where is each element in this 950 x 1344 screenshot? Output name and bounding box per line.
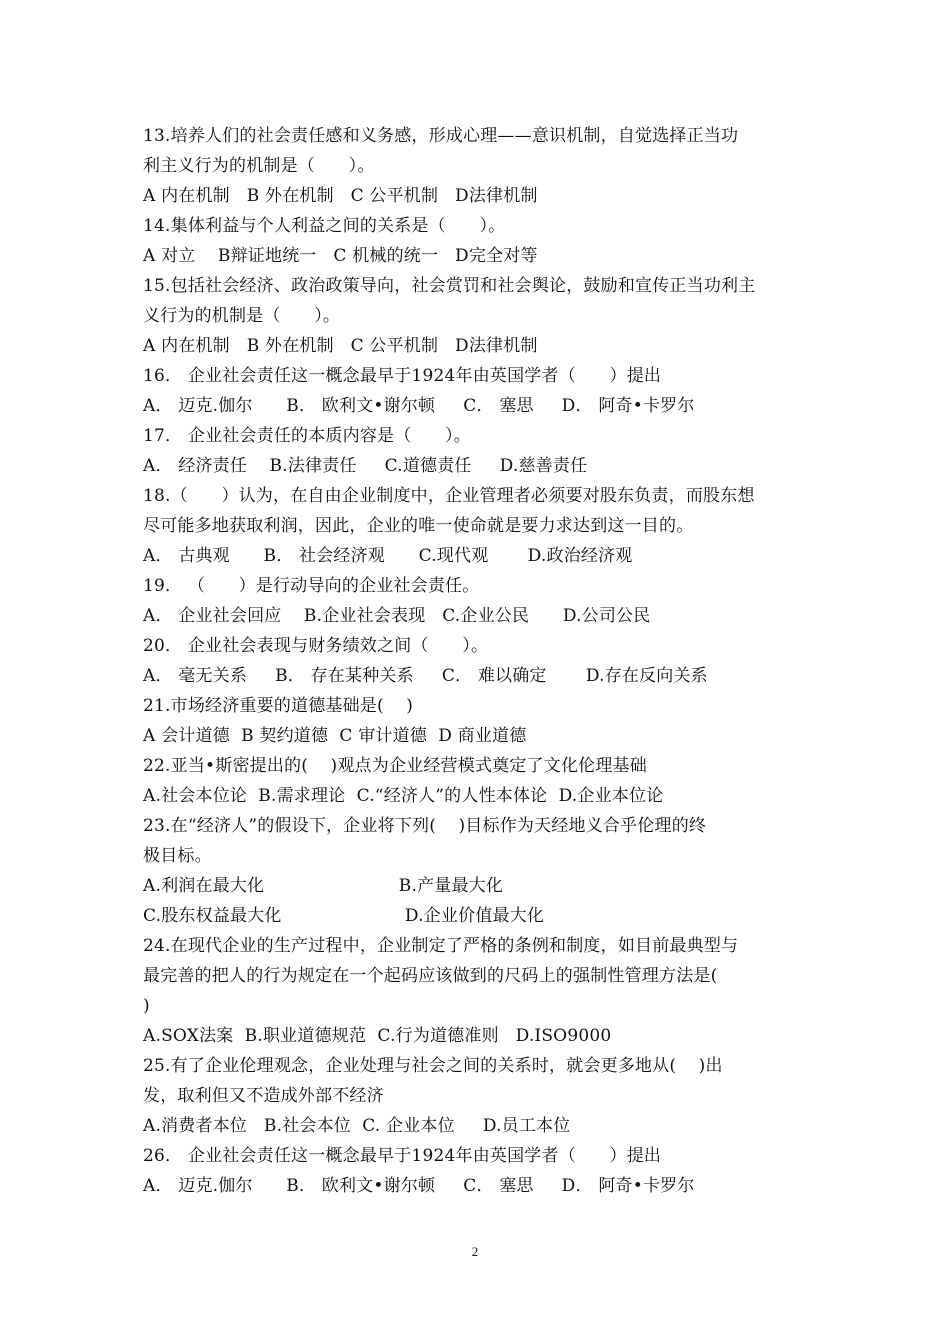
question-24-line-1: 24.在现代企业的生产过程中，企业制定了严格的条例和制度，如目前最典型与 bbox=[143, 936, 739, 956]
question-26-options: A． 迈克.伽尔 B． 欧利文•谢尔顿 C． 塞思 D． 阿奇•卡罗尔 bbox=[143, 1176, 695, 1196]
question-16: 16． 企业社会责任这一概念最早于1924年由英国学者（ ）提出 bbox=[143, 366, 662, 386]
question-15-line-1: 15.包括社会经济、政治政策导向，社会赏罚和社会舆论，鼓励和宣传正当功利主 bbox=[143, 276, 756, 296]
question-13-options: A 内在机制 B 外在机制 C 公平机制 D法律机制 bbox=[143, 186, 538, 206]
question-14: 14.集体利益与个人利益之间的关系是（ ）。 bbox=[143, 216, 506, 236]
question-19: 19． （ ）是行动导向的企业社会责任。 bbox=[143, 576, 480, 596]
question-24-line-3: ) bbox=[143, 996, 150, 1016]
page-number: 2 bbox=[471, 1244, 479, 1259]
question-13-line-2: 利主义行为的机制是（ ）。 bbox=[143, 156, 375, 176]
question-17: 17． 企业社会责任的本质内容是（ ）。 bbox=[143, 426, 471, 446]
question-18-line-2: 尽可能多地获取利润，因此，企业的唯一使命就是要力求达到这一目的。 bbox=[143, 516, 694, 536]
question-16-options: A． 迈克.伽尔 B． 欧利文•谢尔顿 C． 塞思 D． 阿奇•卡罗尔 bbox=[143, 396, 695, 416]
question-14-options: A 对立 B辩证地统一 C 机械的统一 D完全对等 bbox=[143, 246, 538, 266]
question-25-line-2: 发，取利但又不造成外部不经济 bbox=[143, 1086, 384, 1106]
question-20-options: A． 毫无关系 B． 存在某种关系 C． 难以确定 D.存在反向关系 bbox=[143, 666, 708, 686]
question-24-options: A.SOX法案 B.职业道德规范 C.行为道德准则 D.ISO9000 bbox=[143, 1026, 612, 1046]
question-25-options: A.消费者本位 B.社会本位 C. 企业本位 D.员工本位 bbox=[143, 1116, 571, 1136]
question-15-options: A 内在机制 B 外在机制 C 公平机制 D法律机制 bbox=[143, 336, 538, 356]
question-13-line-1: 13.培养人们的社会责任感和义务感，形成心理——意识机制，自觉选择正当功 bbox=[143, 126, 739, 146]
question-23-options-1: A.利润在最大化 B.产量最大化 bbox=[143, 876, 504, 896]
question-17-options: A． 经济责任 B.法律责任 C.道德责任 D.慈善责任 bbox=[143, 456, 588, 476]
document-body bbox=[143, 121, 813, 1201]
question-22-options: A.社会本位论 B.需求理论 C.“经济人”的人性本体论 D.企业本位论 bbox=[143, 786, 664, 806]
question-23-options-2: C.股东权益最大化 D.企业价值最大化 bbox=[143, 906, 545, 926]
question-20: 20． 企业社会表现与财务绩效之间（ ）。 bbox=[143, 636, 489, 656]
question-24-line-2: 最完善的把人的行为规定在一个起码应该做到的尺码上的强制性管理方法是( bbox=[143, 966, 718, 986]
question-19-options: A． 企业社会回应 B.企业社会表现 C.企业公民 D.公司公民 bbox=[143, 606, 651, 626]
question-21: 21.市场经济重要的道德基础是( ) bbox=[143, 696, 414, 716]
question-22: 22.亚当•斯密提出的( )观点为企业经营模式奠定了文化伦理基础 bbox=[143, 756, 647, 776]
question-23-line-2: 极目标。 bbox=[143, 846, 212, 866]
question-23-line-1: 23.在“经济人”的假设下，企业将下列( )目标作为天经地义合乎伦理的终 bbox=[143, 816, 707, 836]
question-18-options: A． 古典观 B． 社会经济观 C.现代观 D.政治经济观 bbox=[143, 546, 633, 566]
question-25-line-1: 25.有了企业伦理观念，企业处理与社会之间的关系时，就会更多地从( )出 bbox=[143, 1056, 723, 1076]
question-15-line-2: 义行为的机制是（ ）。 bbox=[143, 306, 341, 326]
question-18-line-1: 18.（ ）认为，在自由企业制度中，企业管理者必须要对股东负责，而股东想 bbox=[143, 486, 755, 506]
question-21-options: A 会计道德 B 契约道德 C 审计道德 D 商业道德 bbox=[143, 726, 527, 746]
question-26: 26． 企业社会责任这一概念最早于1924年由英国学者（ ）提出 bbox=[143, 1146, 662, 1166]
